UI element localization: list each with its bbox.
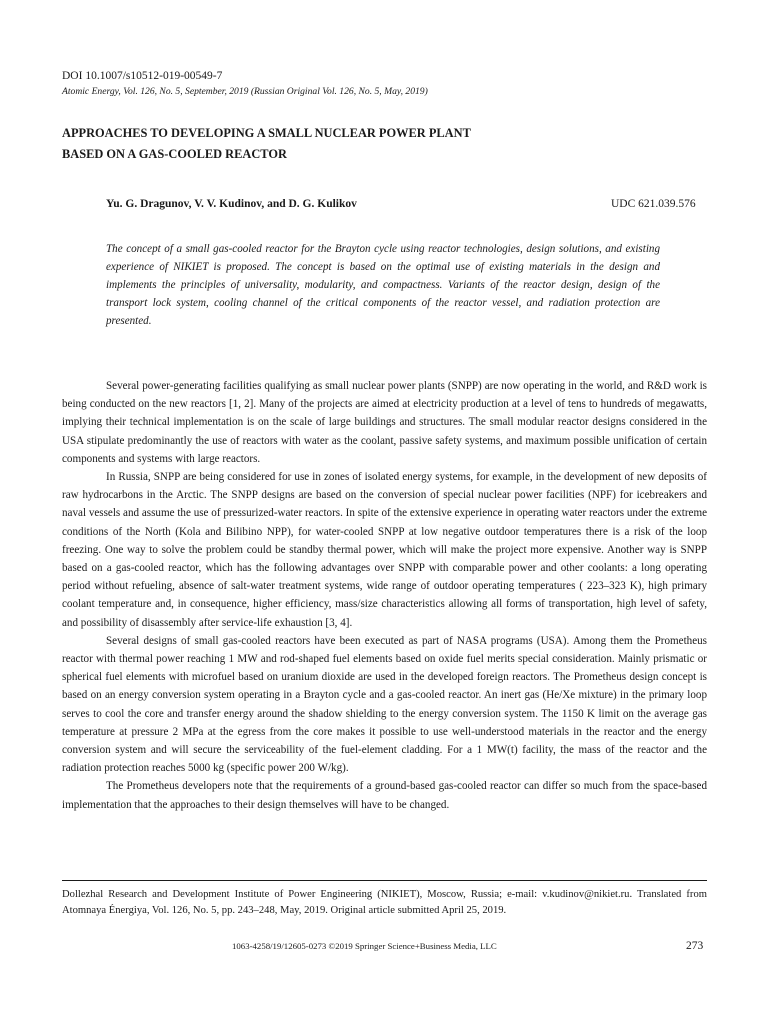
doi-line: DOI 10.1007/s10512-019-00549-7 — [62, 70, 223, 82]
body-paragraph: In Russia, SNPP are being considered for use in zones of isolated energy systems, for example, in the development of new deposits of raw hydrocarbons in the Arctic. The SNPP designs are based on the conversion of special nuclear power facilities (NPF) for icebreakers and naval vessels and assume the use of pressurized-water reactors. In spite of the extensive experience in operating water reactors under the extreme conditions of the North (Kola and Bilibino NPP), for water-cooled SNPP at low negative outdoor temperatures there is a risk of the loop freezing. One way to solve the problem could be standby thermal power, which will make the project more expensive. Another way is SNPP based on a gas-cooled reactor, which has the following advantages over SNPP with comparable power and other coolants: a long operating period without refueling, absence of salt-water treatment systems, wide range of outdoor operating temperatures ( 223–323 K), high primary coolant temperature and, in consequence, higher efficiency, mass/size characteristics allowing all forms of transportation, high level of safety, and possibility of disassembly after service-life exhaustion [3, 4]. — [62, 471, 707, 629]
udc-code: UDC 621.039.576 — [611, 198, 696, 210]
body-paragraph: Several designs of small gas-cooled reactors have been executed as part of NASA programs (USA). Among them the Prometheus reactor with thermal power reaching 1 MW and rod-shaped fuel elements based on oxide fuel merits special consideration. Mainly prismatic or spherical fuel elements with microfuel based on uranium dioxide are used in the developed foreign reactors. The Prometheus design concept is based on an energy conversion system operating in a Brayton cycle and a gas-cooled reactor. An inert gas (He/Xe mixture) in the primary loop serves to cool the core and transfer energy around the shadow shielding to the energy conversion system. The 1150 K limit on the average gas temperature at pressure 2 MPa at the egress from the core makes it possible to use well-understood materials in the reactor and the energy conversion system and will secure the serviceability of the fuel-element cladding. For a 1 MW(t) facility, the mass of the reactor and the radiation protection reaches 5000 kg (specific power 200 W/kg). — [62, 634, 707, 775]
author-list: Yu. G. Dragunov, V. V. Kudinov, and D. G. Kulikov — [106, 198, 357, 210]
body-paragraph: Several power-generating facilities qualifying as small nuclear power plants (SNPP) are now operating in the world, and R&D work is being conducted on the new reactors [1, 2]. Many of the projects are aimed at electricity production at a level of tens to hundreds of megawatts, implying their technical implementation is on the scale of large buildings and structures. The small modular reactor designs considered in the USA stipulate predominantly the use of reactors with water as the coolant, passive safety systems, and maximum possible unification of certain components and systems with large reactors. — [62, 380, 707, 465]
footnote-divider — [62, 880, 707, 881]
body-paragraph: The Prometheus developers note that the requirements of a ground-based gas-cooled reactor can differ so much from the space-based implementation that the approaches to their design themselves will have to be changed. — [62, 780, 707, 811]
affiliation-footnote: Dollezhal Research and Development Institute of Power Engineering (NIKIET), Moscow, Russia; e-mail: v.kudinov@nikiet.ru. Translated from Atomnaya Énergiya, Vol. 126, No. 5, pp. 243–248, May, 2019. Original article submitted April 25, 2019. — [62, 889, 707, 916]
abstract: The concept of a small gas-cooled reactor for the Brayton cycle using reactor technologies, design solutions, and existing experience of NIKIET is proposed. The concept is based on the optimal use of existing materials in the design and implements the principles of universality, modularity, and compactness. Variants of the reactor design, design of the transport lock system, cooling channel of the critical components of the reactor vessel, and radiation protection are presented. — [106, 243, 660, 327]
copyright-line: 1063-4258/19/12605-0273 ©2019 Springer Science+Business Media, LLC — [232, 941, 497, 951]
page-number: 273 — [686, 940, 704, 952]
title-line: APPROACHES TO DEVELOPING A SMALL NUCLEAR POWER PLANT — [62, 126, 471, 140]
journal-citation: Atomic Energy, Vol. 126, No. 5, September, 2019 (Russian Original Vol. 126, No. 5, May, 2019) — [62, 86, 428, 97]
article-title — [62, 123, 702, 165]
article-body — [62, 377, 707, 814]
title-line: BASED ON A GAS-COOLED REACTOR — [62, 147, 287, 161]
